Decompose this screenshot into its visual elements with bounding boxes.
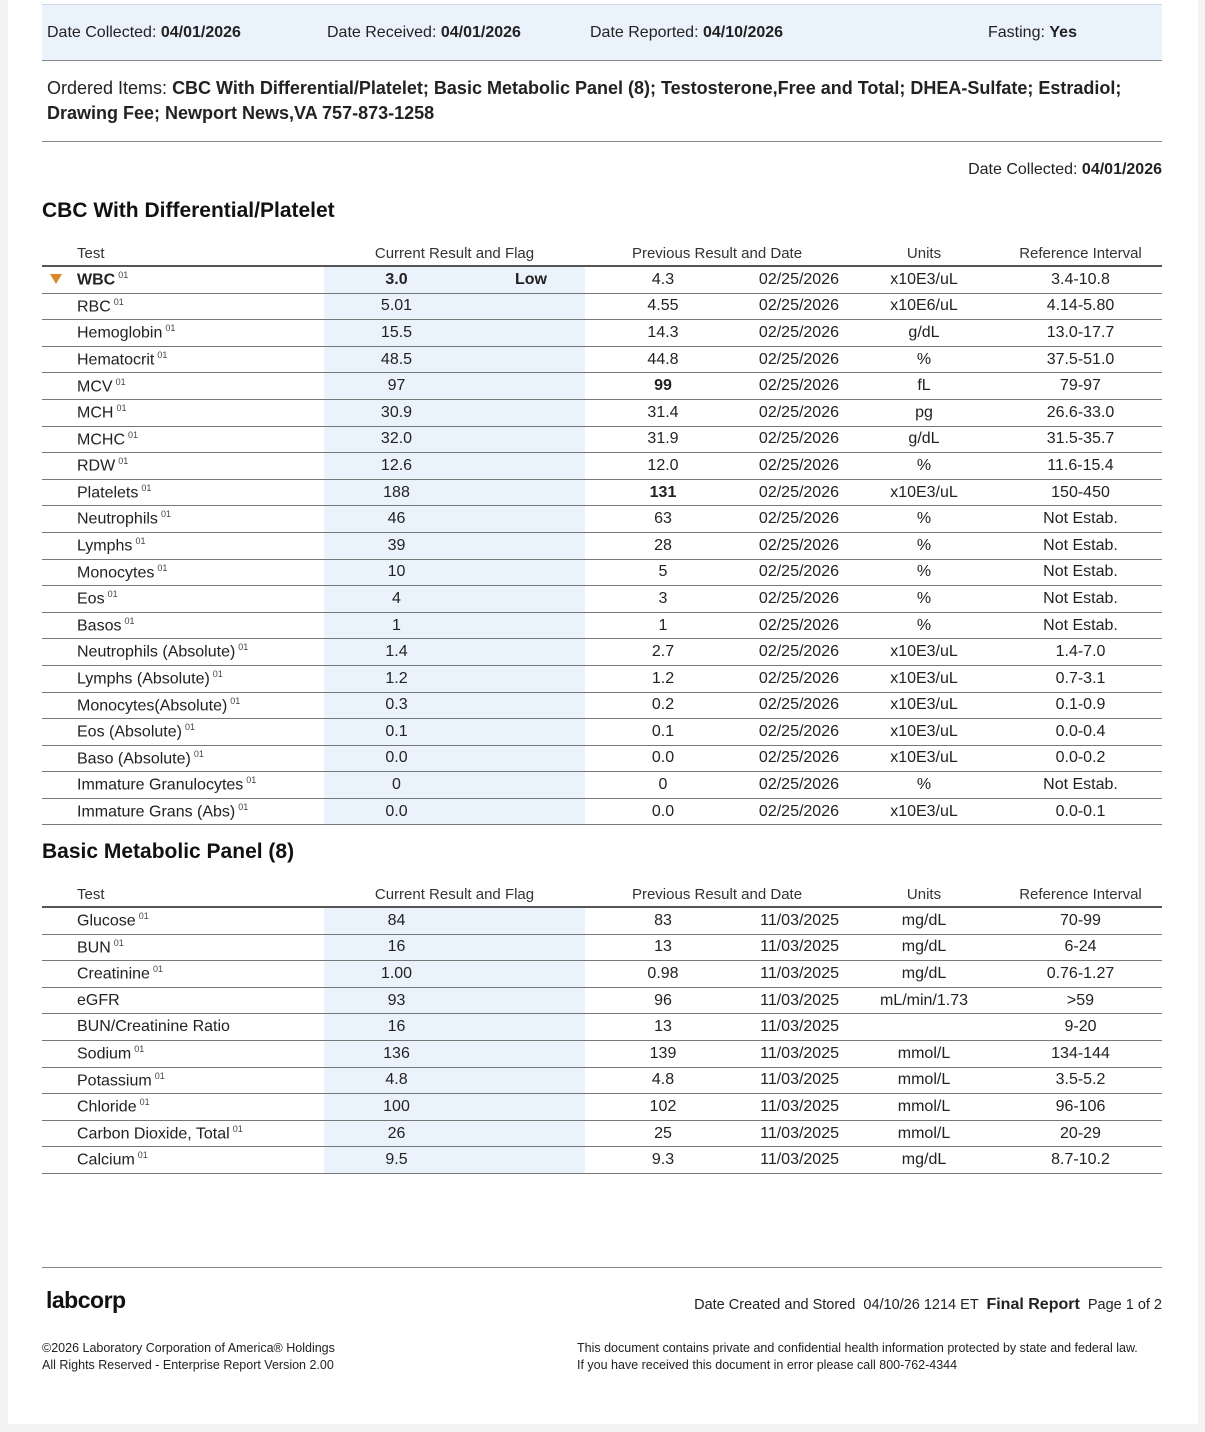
units [849,1014,999,1041]
previous-date: 02/25/2026 [741,453,849,480]
units: % [849,453,999,480]
current-result: 16 [324,1014,469,1041]
current-result: 9.5 [324,1147,469,1174]
previous-date: 02/25/2026 [741,346,849,373]
reference-interval: 0.0-0.2 [999,745,1162,772]
table-row [42,987,1162,1014]
current-result: 0.0 [324,745,469,772]
test-name: Baso (Absolute) $^{01}$ [42,745,324,772]
date-reported: Date Reported: 04/10/2026 [590,24,784,41]
current-result: 30.9 [324,399,469,426]
current-result: 15.5 [324,320,469,347]
current-result: 1 [324,612,469,639]
previous-result: 0.0 [585,745,741,772]
reference-interval: 3.5-5.2 [999,1067,1162,1094]
result-flag [469,987,585,1014]
table-row [42,665,1162,692]
previous-result: 31.9 [585,426,741,453]
previous-date: 02/25/2026 [741,586,849,613]
test-name: Calcium $^{01}$ [42,1147,324,1174]
previous-date: 11/03/2025 [741,1147,849,1174]
result-flag [469,692,585,719]
previous-date: 02/25/2026 [741,612,849,639]
previous-date: 11/03/2025 [741,1067,849,1094]
previous-date: 11/03/2025 [741,987,849,1014]
units: x10E3/uL [849,798,999,825]
current-result: 5.01 [324,293,469,320]
test-name: Creatinine $^{01}$ [42,961,324,988]
result-flag [469,559,585,586]
result-flag: Low [469,266,585,293]
test-name: Glucose $^{01}$ [42,907,324,934]
units: x10E3/uL [849,639,999,666]
col-previous: Previous Result and Date [585,236,849,266]
result-flag [469,586,585,613]
previous-date: 11/03/2025 [741,1040,849,1067]
reference-interval: Not Estab. [999,772,1162,799]
ordered-items: Ordered Items: CBC With Differential/Platelet; Basic Metabolic Panel (8); Testosterone,Free and Total; DHEA-Sulfate; Estradiol; Drawing Fee; Newport News,VA 757-873-1258 [47,78,1122,123]
result-flag [469,320,585,347]
current-result: 0.0 [324,798,469,825]
result-flag [469,961,585,988]
previous-date: 02/25/2026 [741,320,849,347]
table-row [42,719,1162,746]
previous-date: 02/25/2026 [741,399,849,426]
previous-result: 25 [585,1120,741,1147]
reference-interval: 134-144 [999,1040,1162,1067]
current-result: 48.5 [324,346,469,373]
current-result: 3.0 [324,266,469,293]
units: % [849,559,999,586]
result-flag [469,1094,585,1121]
previous-date: 02/25/2026 [741,772,849,799]
reference-interval: 9-20 [999,1014,1162,1041]
reference-interval: 3.4-10.8 [999,266,1162,293]
previous-result: 4.3 [585,266,741,293]
previous-date: 02/25/2026 [741,506,849,533]
col-test: Test [42,877,324,907]
date-collected: Date Collected: 04/01/2026 [47,24,241,41]
result-flag [469,1014,585,1041]
units: mg/dL [849,1147,999,1174]
reference-interval: Not Estab. [999,506,1162,533]
units: mmol/L [849,1120,999,1147]
result-flag [469,934,585,961]
col-test: Test [42,236,324,266]
previous-result: 3 [585,586,741,613]
units: % [849,586,999,613]
previous-date: 02/25/2026 [741,532,849,559]
table-row [42,745,1162,772]
table-row [42,961,1162,988]
previous-result: 13 [585,934,741,961]
reference-interval: 0.76-1.27 [999,961,1162,988]
reference-interval: 1.4-7.0 [999,639,1162,666]
previous-date: 02/25/2026 [741,426,849,453]
test-name: Hemoglobin $^{01}$ [42,320,324,347]
units: % [849,506,999,533]
test-name: Platelets $^{01}$ [42,479,324,506]
fasting: Fasting: Yes [988,24,1077,41]
reference-interval: 79-97 [999,373,1162,400]
current-result: 100 [324,1094,469,1121]
table-row [42,1147,1162,1174]
result-flag [469,479,585,506]
table-row [42,266,1162,293]
previous-date: 11/03/2025 [741,961,849,988]
current-result: 136 [324,1040,469,1067]
result-flag [469,1147,585,1174]
previous-result: 14.3 [585,320,741,347]
reference-interval: 13.0-17.7 [999,320,1162,347]
reference-interval: 11.6-15.4 [999,453,1162,480]
table-row [42,772,1162,799]
previous-result: 83 [585,907,741,934]
previous-date: 02/25/2026 [741,665,849,692]
result-flag [469,1040,585,1067]
col-current: Current Result and Flag [324,236,585,266]
table-row [42,1067,1162,1094]
units: x10E3/uL [849,266,999,293]
previous-date: 02/25/2026 [741,559,849,586]
current-result: 93 [324,987,469,1014]
reference-interval: 8.7-10.2 [999,1147,1162,1174]
reference-interval: 0.7-3.1 [999,665,1162,692]
result-flag [469,745,585,772]
previous-date: 02/25/2026 [741,692,849,719]
units: fL [849,373,999,400]
section-title-cbc: CBC With Differential/Platelet [42,199,335,222]
previous-result: 28 [585,532,741,559]
previous-result: 5 [585,559,741,586]
previous-result: 0.98 [585,961,741,988]
previous-date: 11/03/2025 [741,934,849,961]
result-flag [469,453,585,480]
previous-date: 02/25/2026 [741,373,849,400]
table-row [42,399,1162,426]
table-row [42,453,1162,480]
current-result: 0 [324,772,469,799]
previous-date: 11/03/2025 [741,1094,849,1121]
result-flag [469,907,585,934]
current-result: 1.4 [324,639,469,666]
previous-result: 4.55 [585,293,741,320]
current-result: 0.3 [324,692,469,719]
current-result: 26 [324,1120,469,1147]
test-name: Eos $^{01}$ [42,586,324,613]
table-row [42,426,1162,453]
table-row [42,506,1162,533]
table-row [42,293,1162,320]
current-result: 32.0 [324,426,469,453]
test-name: Lymphs (Absolute) $^{01}$ [42,665,324,692]
previous-result: 99 [585,373,741,400]
reference-interval: Not Estab. [999,586,1162,613]
test-name: Carbon Dioxide, Total $^{01}$ [42,1120,324,1147]
final-report-label: Final Report [986,1296,1080,1313]
table-row [42,692,1162,719]
reference-interval: 26.6-33.0 [999,399,1162,426]
result-flag [469,426,585,453]
test-name: Sodium $^{01}$ [42,1040,324,1067]
test-name: eGFR [42,987,324,1014]
table-row [42,1094,1162,1121]
table-row [42,373,1162,400]
previous-result: 139 [585,1040,741,1067]
units: mg/dL [849,934,999,961]
test-name: RBC $^{01}$ [42,293,324,320]
previous-date: 02/25/2026 [741,745,849,772]
table-row [42,586,1162,613]
previous-date: 11/03/2025 [741,1120,849,1147]
result-flag [469,399,585,426]
units: % [849,532,999,559]
previous-result: 102 [585,1094,741,1121]
units: mmol/L [849,1067,999,1094]
test-name: Neutrophils $^{01}$ [42,506,324,533]
table-row [42,1120,1162,1147]
current-result: 1.00 [324,961,469,988]
previous-result: 13 [585,1014,741,1041]
previous-result: 96 [585,987,741,1014]
table-header [42,236,1162,266]
previous-result: 63 [585,506,741,533]
reference-interval: 96-106 [999,1094,1162,1121]
previous-result: 0.1 [585,719,741,746]
table-row [42,479,1162,506]
previous-result: 9.3 [585,1147,741,1174]
ordered-items-list: CBC With Differential/Platelet; Basic Metabolic Panel (8); Testosterone,Free and Total; DHEA-Sulfate; Estradiol; Drawing Fee; Newport News,VA 757-873-1258 [47,78,1122,123]
result-flag [469,665,585,692]
previous-date: 02/25/2026 [741,266,849,293]
test-name: Basos $^{01}$ [42,612,324,639]
col-units: Units [849,236,999,266]
current-result: 12.6 [324,453,469,480]
units: g/dL [849,320,999,347]
confidentiality-notice: This document contains private and confidential health information protected by state and federal law. If you have received this document in error please call 800-762-4344 [577,1341,1138,1372]
test-name: Eos (Absolute) $^{01}$ [42,719,324,746]
units: mmol/L [849,1040,999,1067]
cbc-results-table [42,236,1162,825]
units: x10E6/uL [849,293,999,320]
reference-interval: 150-450 [999,479,1162,506]
previous-result: 44.8 [585,346,741,373]
date-received: Date Received: 04/01/2026 [327,24,521,41]
divider [42,141,1162,142]
reference-interval: 6-24 [999,934,1162,961]
previous-result: 0 [585,772,741,799]
previous-date: 02/25/2026 [741,479,849,506]
previous-date: 11/03/2025 [741,1014,849,1041]
units: mmol/L [849,1094,999,1121]
units: x10E3/uL [849,745,999,772]
col-reference: Reference Interval [999,236,1162,266]
current-result: 4 [324,586,469,613]
previous-result: 0.0 [585,798,741,825]
date-collected-secondary: Date Collected: 04/01/2026 [968,161,1162,178]
result-flag [469,346,585,373]
units: x10E3/uL [849,692,999,719]
reference-interval: 70-99 [999,907,1162,934]
table-row [42,320,1162,347]
result-flag [469,532,585,559]
reference-interval: Not Estab. [999,559,1162,586]
previous-date: 02/25/2026 [741,719,849,746]
previous-date: 02/25/2026 [741,639,849,666]
col-reference: Reference Interval [999,877,1162,907]
result-flag [469,798,585,825]
current-result: 0.1 [324,719,469,746]
previous-result: 2.7 [585,639,741,666]
table-row [42,559,1162,586]
result-flag [469,612,585,639]
previous-date: 02/25/2026 [741,293,849,320]
current-result: 84 [324,907,469,934]
previous-result: 4.8 [585,1067,741,1094]
col-units: Units [849,877,999,907]
test-name: Hematocrit $^{01}$ [42,346,324,373]
result-flag [469,772,585,799]
units: % [849,772,999,799]
test-name: BUN/Creatinine Ratio [42,1014,324,1041]
flag-triangle-icon [50,274,62,284]
result-flag [469,639,585,666]
units: x10E3/uL [849,719,999,746]
units: pg [849,399,999,426]
test-name: Chloride $^{01}$ [42,1094,324,1121]
table-row [42,1040,1162,1067]
previous-result: 131 [585,479,741,506]
table-row [42,934,1162,961]
reference-interval: 0.1-0.9 [999,692,1162,719]
table-row [42,532,1162,559]
test-name: RDW $^{01}$ [42,453,324,480]
test-name: BUN $^{01}$ [42,934,324,961]
test-name: Neutrophils (Absolute) $^{01}$ [42,639,324,666]
current-result: 46 [324,506,469,533]
test-name: Monocytes(Absolute) $^{01}$ [42,692,324,719]
previous-result: 1.2 [585,665,741,692]
reference-interval: >59 [999,987,1162,1014]
reference-interval: 4.14-5.80 [999,293,1162,320]
units: g/dL [849,426,999,453]
test-name: WBC $^{01}$ [42,266,324,293]
footer-divider [42,1267,1162,1268]
stored-info: Date Created and Stored 04/10/26 1214 ET Final Report Page 1 of 2 [694,1296,1162,1313]
table-header [42,877,1162,907]
current-result: 16 [324,934,469,961]
table-row [42,346,1162,373]
current-result: 97 [324,373,469,400]
result-flag [469,1067,585,1094]
units: x10E3/uL [849,665,999,692]
units: mg/dL [849,961,999,988]
result-flag [469,506,585,533]
current-result: 188 [324,479,469,506]
result-flag [469,293,585,320]
previous-result: 1 [585,612,741,639]
copyright: ©2026 Laboratory Corporation of America® Holdings All Rights Reserved - Enterprise Report Version 2.00 [42,1341,335,1372]
table-row [42,1014,1162,1041]
test-name: Monocytes $^{01}$ [42,559,324,586]
reference-interval: 0.0-0.4 [999,719,1162,746]
test-name: Immature Grans (Abs) $^{01}$ [42,798,324,825]
result-flag [469,373,585,400]
bmp-results-table [42,877,1162,1174]
report-header-bar [42,4,1162,61]
table-row [42,639,1162,666]
units: mg/dL [849,907,999,934]
test-name: MCV $^{01}$ [42,373,324,400]
previous-result: 12.0 [585,453,741,480]
table-row [42,798,1162,825]
units: x10E3/uL [849,479,999,506]
current-result: 39 [324,532,469,559]
test-name: MCH $^{01}$ [42,399,324,426]
current-result: 10 [324,559,469,586]
current-result: 4.8 [324,1067,469,1094]
table-row [42,612,1162,639]
previous-date: 11/03/2025 [741,907,849,934]
previous-date: 02/25/2026 [741,798,849,825]
reference-interval: 37.5-51.0 [999,346,1162,373]
units: % [849,612,999,639]
report-page [8,0,1198,1424]
result-flag [469,719,585,746]
reference-interval: 0.0-0.1 [999,798,1162,825]
reference-interval: Not Estab. [999,532,1162,559]
col-current: Current Result and Flag [324,877,585,907]
reference-interval: 20-29 [999,1120,1162,1147]
labcorp-logo: labcorp [46,1287,126,1313]
units: mL/min/1.73 [849,987,999,1014]
current-result: 1.2 [324,665,469,692]
test-name: Immature Granulocytes $^{01}$ [42,772,324,799]
previous-result: 31.4 [585,399,741,426]
col-previous: Previous Result and Date [585,877,849,907]
test-name: MCHC $^{01}$ [42,426,324,453]
test-name: Lymphs $^{01}$ [42,532,324,559]
table-row [42,907,1162,934]
section-title-bmp: Basic Metabolic Panel (8) [42,840,295,863]
reference-interval: 31.5-35.7 [999,426,1162,453]
reference-interval: Not Estab. [999,612,1162,639]
previous-result: 0.2 [585,692,741,719]
test-name: Potassium $^{01}$ [42,1067,324,1094]
page-number: Page 1 of 2 [1087,1297,1162,1313]
result-flag [469,1120,585,1147]
units: % [849,346,999,373]
